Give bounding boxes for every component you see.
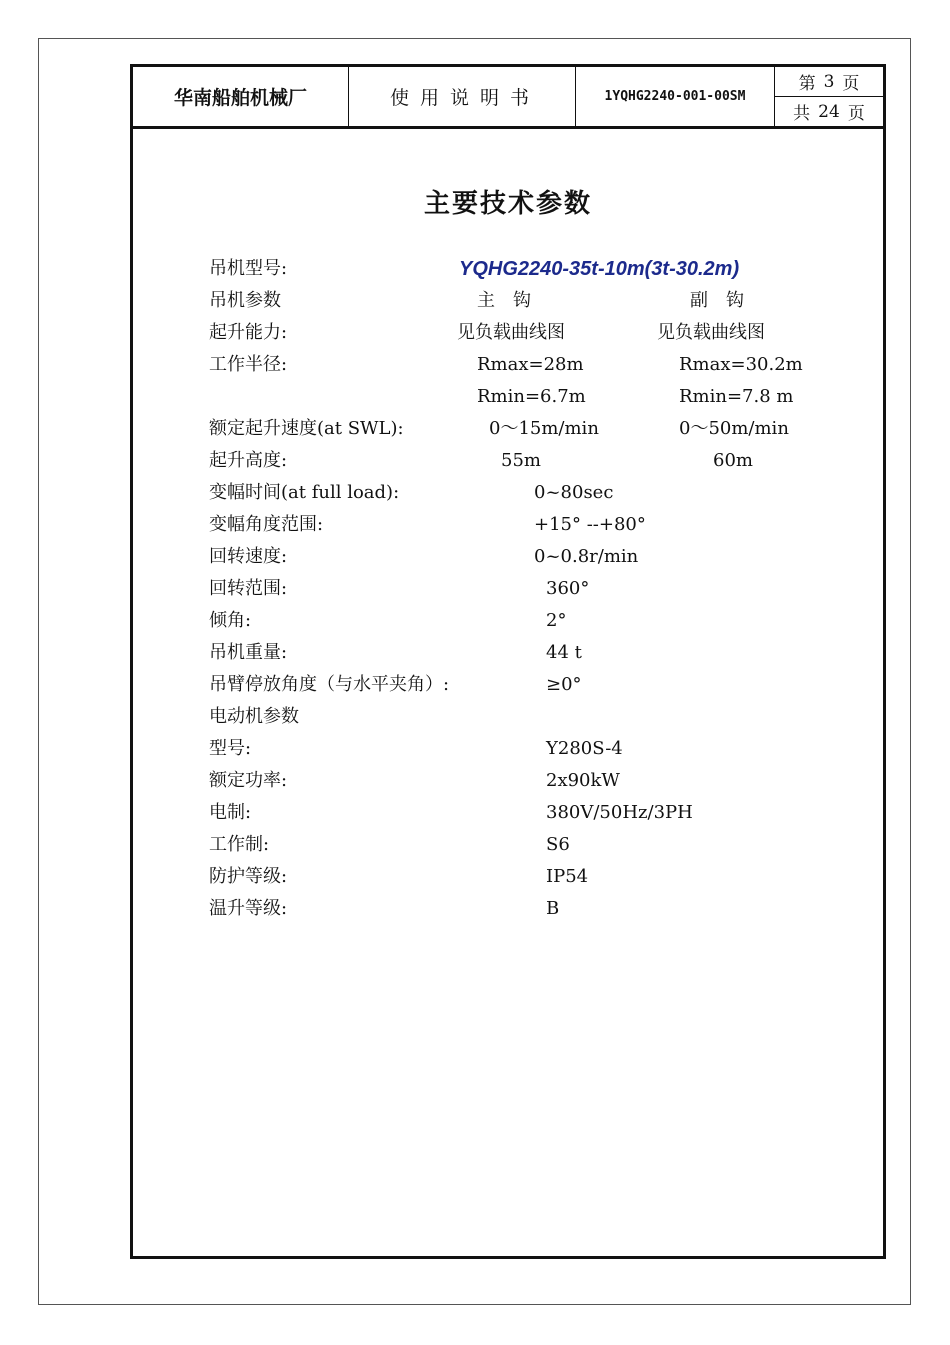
crane-model: YQHG2240-35t-10m(3t-30.2m) <box>459 258 740 280</box>
param-row-temp-rise: 温升等级: B <box>209 898 560 919</box>
param-row-lift-height: 起升高度: 55m 60m <box>209 450 753 471</box>
page-number: 3 <box>823 71 835 92</box>
param-row-power-supply: 电制: 380V/50Hz/3PH <box>209 802 693 823</box>
param-row-luffing-angle: 变幅角度范围: +15° --+80° <box>209 514 646 535</box>
param-row-slewing-range: 回转范围: 360° <box>209 578 590 599</box>
document-type: 使用说明书 <box>349 67 576 126</box>
param-row-hoist-speed: 额定起升速度(at SWL): 0～15m/min 0～50m/min <box>209 418 789 439</box>
param-row-weight: 吊机重量: 44 t <box>209 642 582 663</box>
param-row-model: 吊机型号: YQHG2240-35t-10m(3t-30.2m) <box>209 253 869 285</box>
param-row-luffing-time: 变幅时间(at full load): 0~80sec <box>209 482 614 503</box>
page-info <box>775 67 883 126</box>
main-hook-header: 主 钩 <box>477 290 531 311</box>
param-row-slewing-speed: 回转速度: 0~0.8r/min <box>209 546 639 567</box>
document-header <box>133 67 883 129</box>
param-row-capacity: 起升能力: 见负载曲线图 见负载曲线图 <box>209 322 765 343</box>
param-row-motor-section: 电动机参数 <box>209 706 299 727</box>
param-row-radius-max: 工作半径: Rmax=28m Rmax=30.2m <box>209 354 803 375</box>
document-number: 1YQHG2240-001-00SM <box>576 67 775 126</box>
total-pages: 共 24 页 <box>793 101 865 124</box>
param-row-hooks: 吊机参数 主 钩 副 钩 <box>209 285 869 317</box>
param-row-rated-power: 额定功率: 2x90kW <box>209 770 620 791</box>
technical-parameters <box>209 253 869 925</box>
param-row-heel: 倾角: 2° <box>209 610 567 631</box>
aux-hook-header: 副 钩 <box>690 290 744 311</box>
param-row-radius-min: Rmin=6.7m Rmin=7.8 m <box>477 386 794 407</box>
param-row-boom-rest: 吊臂停放角度（与水平夹角）: ≥0° <box>209 674 582 695</box>
total-page-count: 24 <box>818 101 840 122</box>
param-row-duty: 工作制: S6 <box>209 834 570 855</box>
current-page: 第 3 页 <box>775 67 883 97</box>
company-name: 华南船舶机械厂 <box>133 67 349 126</box>
param-row-protection: 防护等级: IP54 <box>209 866 589 887</box>
document-page <box>130 64 886 1259</box>
param-row-motor-type: 型号: Y280S-4 <box>209 738 623 759</box>
page-title: 主要技术参数 <box>423 189 592 219</box>
